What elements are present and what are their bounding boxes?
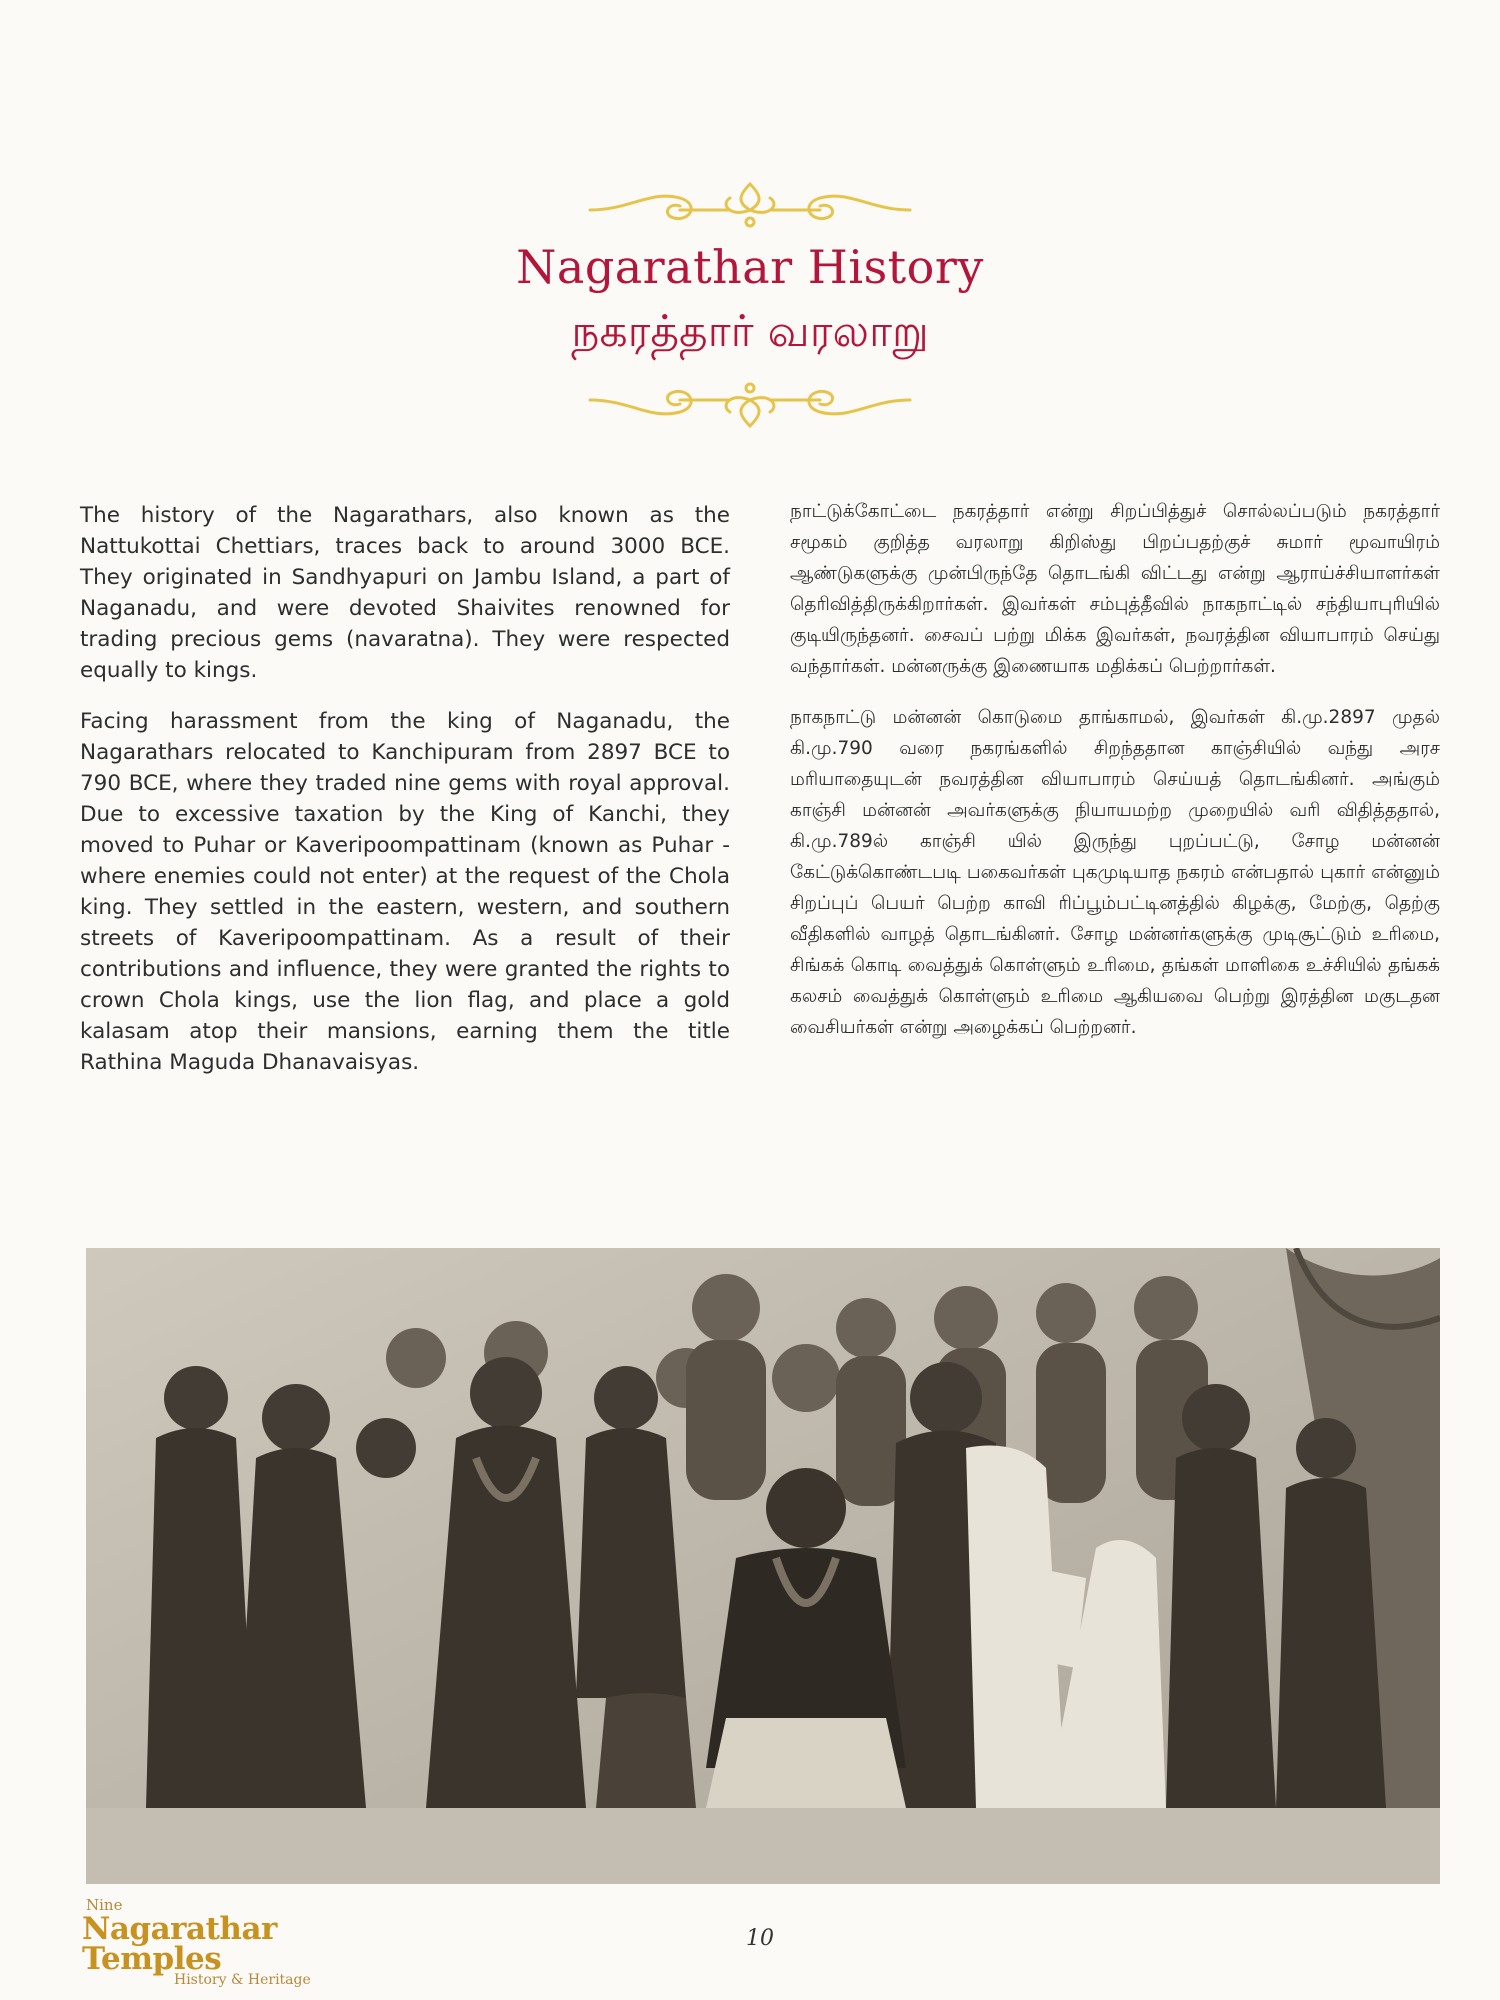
english-paragraph-2: Facing harassment from the king of Naganadu, the Nagarathars relocated to Kanchipuram from 2897 BCE to 790 BCE, where they traded nine gems with royal approval. Due to excessive taxation by the King of Kanchi, they moved to Puhar or Kaveripoompattinam (known as Puhar - where enemies could not enter) at the request of the Chola king. They settled in the eastern, western, and southern streets of Kaveripoompattinam. As a result of their contributions and influence, they were granted the rights to crown Chola kings, use the lion flag, and place a gold kalasam atop their mansions, earning them the title Rathina Maguda Dhanavaisyas. xyxy=(80,709,730,1075)
historical-group-photo xyxy=(86,1248,1440,1884)
top-ornament-icon xyxy=(570,170,930,240)
tamil-text-column xyxy=(790,496,1440,1063)
page-title-tamil: நகரத்தார் வரலாறு xyxy=(571,306,929,357)
book-logo xyxy=(82,1896,422,1988)
bottom-ornament-icon xyxy=(570,370,930,440)
english-paragraph-1: The history of the Nagarathars, also known as the Nattukottai Chettiars, traces back to around 3000 BCE. They originated in Sandhyapuri on Jambu Island, a part of Naganadu, and were devoted Shaivites renowned for trading precious gems (navaratna). They were respected equally to kings. xyxy=(80,503,730,683)
logo-sub-text: History & Heritage xyxy=(174,1972,311,1988)
page-number: 10 xyxy=(746,1926,774,1951)
tamil-paragraph-1: நாட்டுக்கோட்டை நகரத்தார் என்று சிறப்பித்துச் சொல்லப்படும் நகரத்தார் சமூகம் குறித்த வரலாறு கிறிஸ்து பிறப்பதற்குச் சுமார் மூவாயிரம் ஆண்டுகளுக்கு முன்பிருந்தே தொடங்கி விட்டது என்று ஆராய்ச்சியாளர்கள் தெரிவித்திருக்கிறார்கள். இவர்கள் சம்புத்தீவில் நாகநாட்டில் சந்தியாபுரியில் குடியிருந்தனர். சைவப் பற்று மிக்க இவர்கள், நவரத்தின வியாபாரம் செய்து வந்தார்கள். மன்னருக்கு இணையாக மதிக்கப் பெற்றார்கள். xyxy=(790,501,1440,677)
logo-main-text: Nagarathar Temples xyxy=(82,1911,277,1977)
page-title-english: Nagarathar History xyxy=(516,240,984,294)
english-text-column xyxy=(80,500,730,1098)
tamil-paragraph-2: நாகநாட்டு மன்னன் கொடுமை தாங்காமல், இவர்கள் கி.மு.2897 முதல் கி.மு.790 வரை நகரங்களில் சிறந்ததான காஞ்சியில் வந்து அரச மரியாதையுடன் நவரத்தின வியாபாரம் செய்யத் தொடங்கினர். அங்கும் காஞ்சி மன்னன் அவர்களுக்கு நியாயமற்ற முறையில் வரி விதித்ததால், கி.மு.789ல் காஞ்சி யில் இருந்து புறப்பட்டு, சோழ மன்னன் கேட்டுக்கொண்டபடி பகைவர்கள் புகமுடியாத நகரம் என்பதால் புகார் என்னும் சிறப்புப் பெயர் பெற்ற காவி ரிப்பூம்பட்டினத்தில் கிழக்கு, மேற்கு, தெற்கு வீதிகளில் வாழத் தொடங்கினர். சோழ மன்னர்களுக்கு முடிசூட்டும் உரிமை, சிங்கக் கொடி வைத்துக் கொள்ளும் உரிமை, தங்கள் மாளிகை உச்சியில் தங்கக் கலசம் வைத்துக் கொள்ளும் உரிமை ஆகியவை பெற்று இரத்தின மகுடதன வைசியர்கள் என்று அழைக்கப் பெற்றனர். xyxy=(790,707,1440,1038)
logo-top-text: Nine xyxy=(86,1896,123,1914)
